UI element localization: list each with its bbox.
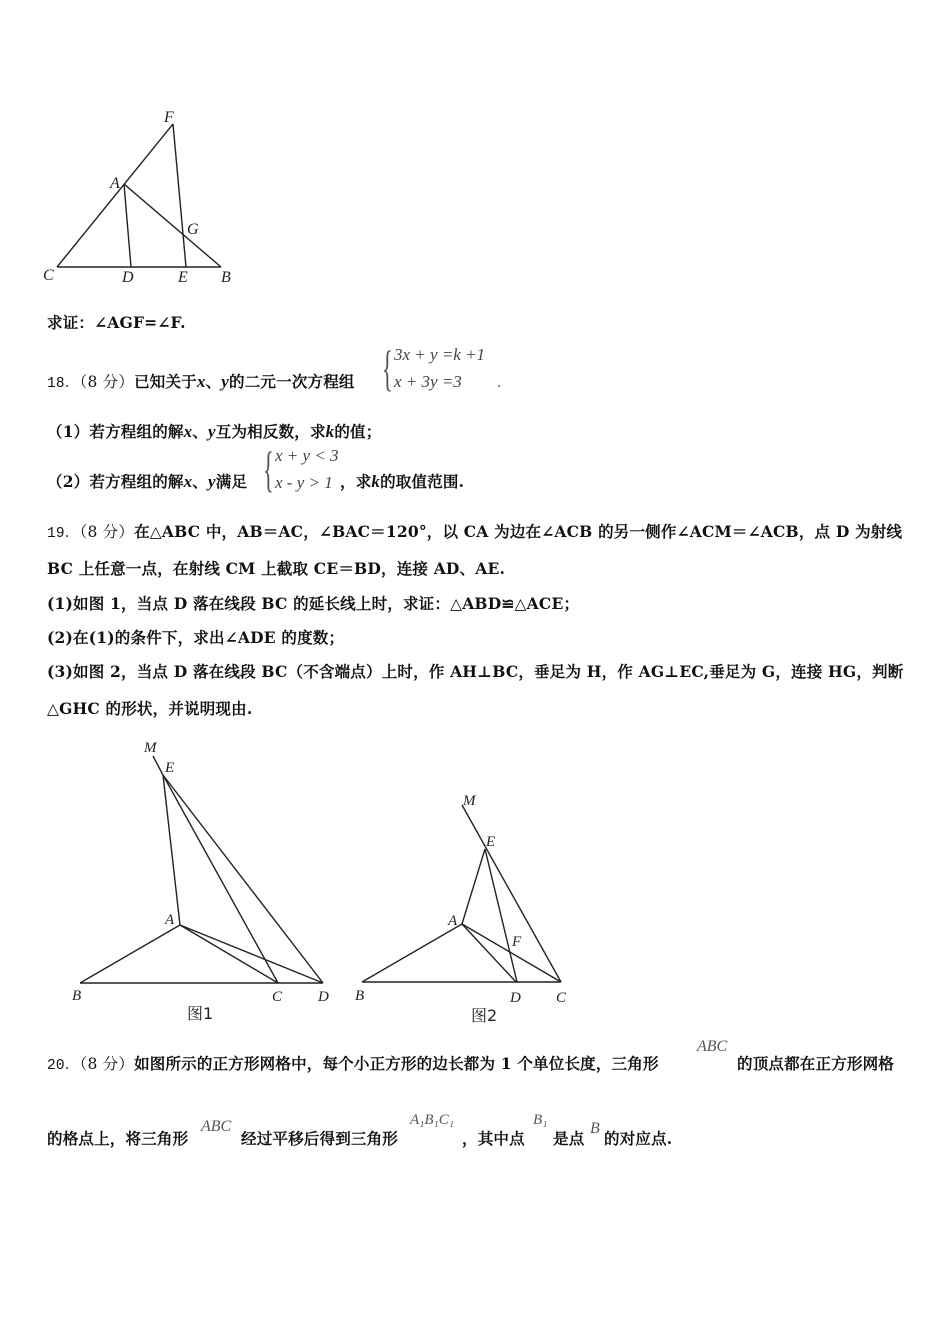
segment-ae xyxy=(462,849,485,924)
question-score: （8 分） xyxy=(79,523,135,541)
label-d: D xyxy=(510,990,521,1006)
question-score: （8 分） xyxy=(79,373,135,391)
label-c: C xyxy=(272,989,283,1005)
q18-part2-tail: ，求k的取值范围. xyxy=(340,472,465,491)
q18-part2: （2）若方程组的解x、y满足 xyxy=(47,472,248,491)
label-a: A xyxy=(448,913,458,929)
label-b: B xyxy=(72,988,82,1004)
question-number: 19． xyxy=(47,526,80,542)
q18-inequality-system: x + y < 3 x - y > 1 xyxy=(275,446,339,492)
label-a: A xyxy=(110,175,120,192)
segment-ec xyxy=(163,775,278,983)
segment-ed xyxy=(163,775,323,983)
label-f: F xyxy=(512,934,522,950)
q18-equation-system: 3x + y =k +1 x + 3y =3 xyxy=(394,345,486,391)
segment-ed xyxy=(485,849,517,982)
math-a1b1c1: A₁B₁C₁ xyxy=(410,1112,454,1128)
question-number: 18． xyxy=(47,376,80,392)
q18-part1: （1）若方程组的解x、y互为相反数，求k的值； xyxy=(47,422,382,441)
q19-part1: (1)如图 1，当点 D 落在线段 BC 的延长线上时，求证：△ABD≌△ACE； xyxy=(47,594,580,613)
q19-part3-line2: △GHC 的形状，并说明现由. xyxy=(47,699,253,718)
segment-ad xyxy=(462,924,516,982)
label-c: C xyxy=(43,267,54,284)
segment-ba xyxy=(80,925,180,983)
segment-ba xyxy=(362,924,462,982)
q20-stem-line2: 的格点上，将三角形 xyxy=(47,1129,189,1148)
label-c: C xyxy=(556,990,567,1006)
label-a: A xyxy=(165,912,175,928)
segment-fe xyxy=(173,124,186,267)
figure-triangle-agf xyxy=(0,0,260,300)
q18-system-brace: { xyxy=(382,340,393,396)
q19-part2: (2)在(1)的条件下，求出∠ADE 的度数； xyxy=(47,628,345,647)
q20-stem-line1-end: 的顶点都在正方形网格 xyxy=(737,1054,895,1073)
q20-line2-e: 的对应点. xyxy=(604,1129,673,1148)
math-b1: B₁ xyxy=(533,1112,548,1128)
figure-2-caption: 图2 xyxy=(471,1006,498,1025)
label-m: M xyxy=(463,793,476,809)
q20-line2-b: 经过平移后得到三角形 xyxy=(241,1129,399,1148)
math-abc-2: ABC xyxy=(201,1118,232,1135)
q20-line2-d: 是点 xyxy=(553,1129,585,1148)
segment-cf xyxy=(57,124,173,267)
label-b: B xyxy=(355,988,365,1004)
label-e: E xyxy=(486,834,496,850)
segment-ac xyxy=(180,925,278,983)
q19-part3-line1: (3)如图 2，当点 D 落在线段 BC（不含端点）上时，作 AH⊥BC，垂足为 H，作 AG⊥EC,垂足为 G，连接 HG，判断 xyxy=(47,662,904,681)
q19-stem-line1: 19．（8 分）在△ABC 中，AB＝AC，∠BAC＝120°，以 CA 为边在∠ACB 的另一侧作∠ACM＝∠ACB，点 D 为射线 xyxy=(47,522,903,542)
ray-cm xyxy=(462,805,561,982)
label-m: M xyxy=(144,740,157,756)
q18-stem: 18．（8 分）已知关于x、y的二元一次方程组 xyxy=(47,372,355,392)
math-b: B xyxy=(590,1120,600,1137)
segment-ac xyxy=(462,924,561,982)
prove-statement: 求证：∠AGF=∠F. xyxy=(47,313,186,332)
ray-cm xyxy=(153,756,163,775)
q19-stem-line2: BC 上任意一点，在射线 CM 上截取 CE＝BD，连接 AD、AE. xyxy=(47,559,506,578)
question-number: 20． xyxy=(47,1058,80,1074)
segment-ab xyxy=(124,184,221,267)
segment-ea xyxy=(163,775,180,925)
question-score: （8 分） xyxy=(79,1055,135,1073)
q18-end-period: ． xyxy=(497,375,511,391)
label-f: F xyxy=(164,109,174,126)
math-abc: ABC xyxy=(697,1038,728,1055)
label-d: D xyxy=(122,269,134,286)
label-b: B xyxy=(221,269,231,286)
q20-line2-c: ，其中点 xyxy=(462,1129,525,1148)
segment-ad xyxy=(124,184,131,267)
label-d: D xyxy=(318,989,329,1005)
q18-part2-brace: { xyxy=(263,441,274,497)
label-e: E xyxy=(165,760,175,776)
label-e: E xyxy=(178,269,188,286)
figure-2 xyxy=(340,780,600,1030)
q20-stem-line1: 20．（8 分）如图所示的正方形网格中，每个小正方形的边长都为 1 个单位长度，三角形 xyxy=(47,1054,659,1074)
figure-1 xyxy=(0,720,360,1030)
label-g: G xyxy=(187,221,199,238)
figure-1-caption: 图1 xyxy=(187,1004,214,1023)
